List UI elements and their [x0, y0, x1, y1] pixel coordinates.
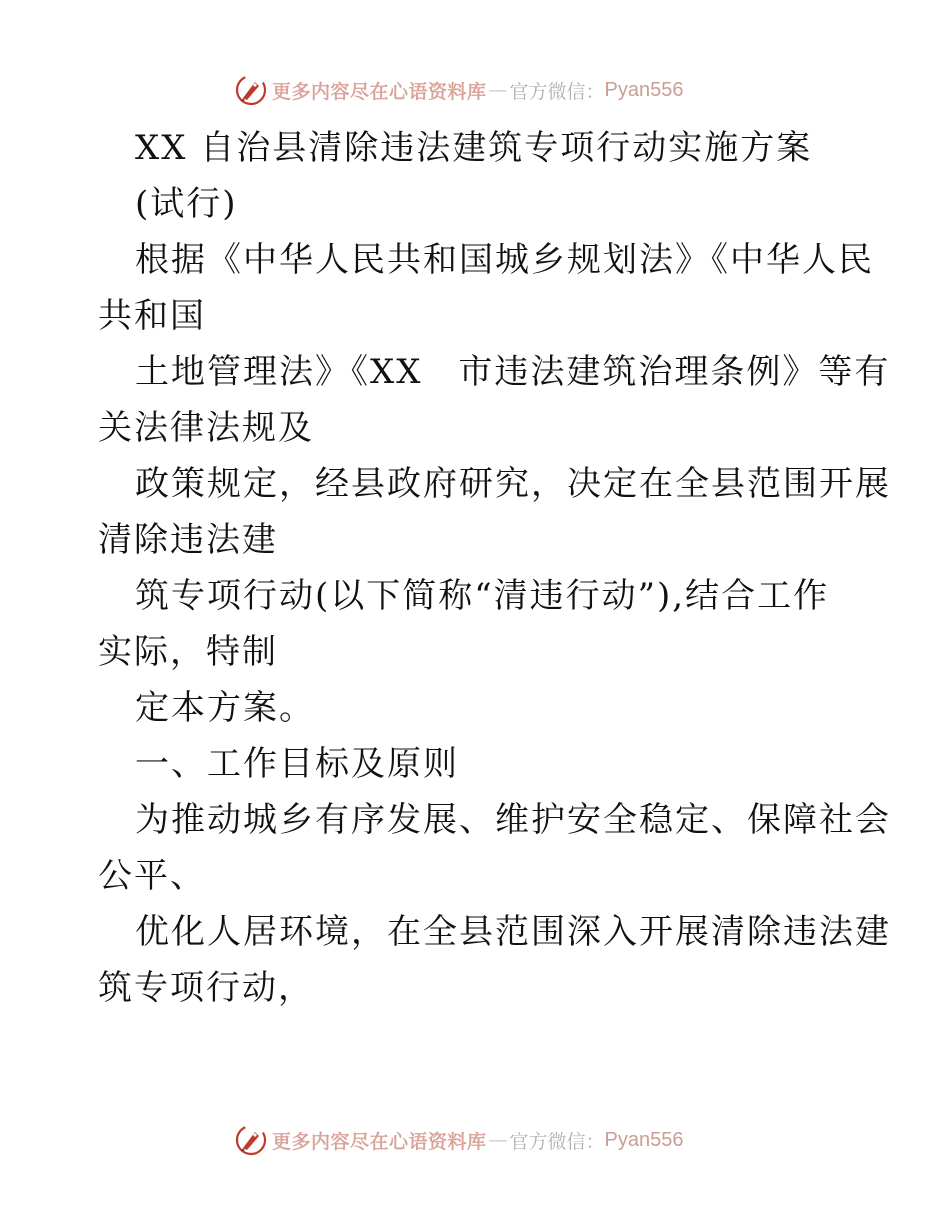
body-line: 根据《中华人民共和国城乡规划法》《中华人民	[135, 240, 874, 280]
watermark-header	[234, 70, 734, 110]
pen-nib-logo-icon	[234, 73, 268, 107]
body-line: 关法律法规及	[98, 408, 314, 448]
watermark-wechat-label: 官方微信：	[509, 80, 605, 103]
watermark-brand: 更多内容尽在心语资料库	[272, 80, 487, 103]
body-line: 土地管理法》《XX 市违法建筑治理条例》等有	[135, 352, 891, 392]
body-line: 公平、	[98, 856, 206, 896]
body-line: 筑专项行动，	[98, 968, 314, 1008]
body-line: 筑专项行动(以下简称“清违行动”),结合工作	[135, 576, 830, 616]
watermark-separator: —	[488, 1129, 508, 1151]
body-line: 共和国	[98, 296, 206, 336]
body-line: 为推动城乡有序发展、维护安全稳定、保障社会	[135, 800, 891, 840]
body-line: 定本方案。	[135, 688, 315, 728]
body-line: 优化人居环境，在全县范围深入开展清除违法建	[135, 912, 891, 952]
watermark-wechat-label: 官方微信：	[509, 1130, 605, 1153]
watermark-brand: 更多内容尽在心语资料库	[272, 1130, 487, 1153]
document-subtitle: (试行)	[135, 184, 238, 224]
watermark-wechat-id: Pyan556	[604, 1128, 684, 1151]
document-body	[98, 120, 891, 1016]
document-title: XX 自治县清除违法建筑专项行动实施方案	[135, 128, 813, 168]
body-line: 清除违法建	[98, 520, 278, 560]
watermark-separator: —	[488, 79, 508, 101]
body-line: 实际，特制	[98, 632, 278, 672]
pen-nib-logo-icon	[234, 1123, 268, 1157]
watermark-footer	[234, 1120, 734, 1160]
watermark-wechat-id: Pyan556	[604, 78, 684, 101]
section-heading: 一、工作目标及原则	[135, 744, 459, 784]
body-line: 政策规定，经县政府研究，决定在全县范围开展	[135, 464, 891, 504]
